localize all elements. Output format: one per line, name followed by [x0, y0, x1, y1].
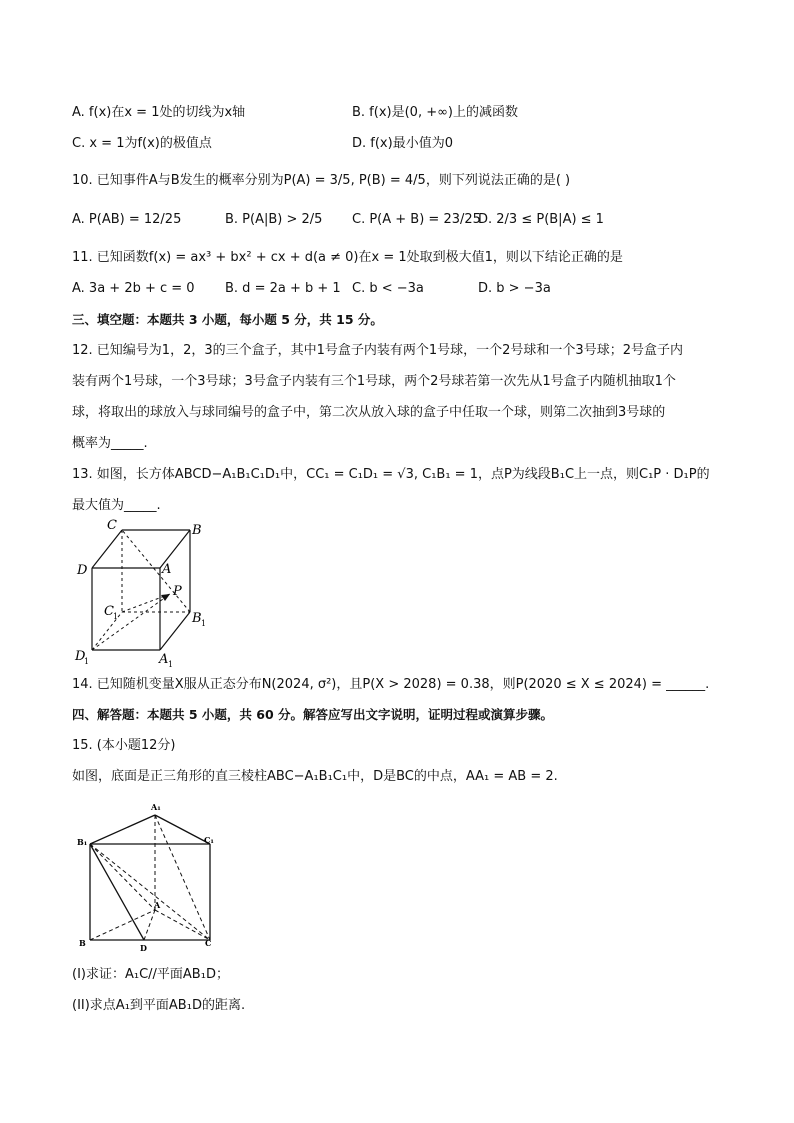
q12-line-3: 球，将取出的球放入与球同编号的盒子中，第二次从放入球的盒子中任取一个球，则第二次抽到3号球的 [72, 405, 666, 420]
section-3-heading: 三、填空题：本题共 3 小题，每小题 5 分，共 15 分。 [72, 312, 383, 327]
label-A1: A₁ [151, 802, 161, 812]
label-A1: A [159, 652, 169, 667]
q15-header: 15. (本小题12分) [72, 738, 176, 753]
q12-line-4: 概率为_____. [72, 436, 148, 451]
q11-option-a: A. 3a + 2b + c = 0 [72, 281, 195, 296]
label-B1-sub: 1 [201, 619, 207, 628]
label-P: P [173, 584, 182, 599]
q10-option-d: D. 2/3 ≤ P(B|A) ≤ 1 [478, 212, 604, 227]
label-C: C [107, 518, 117, 533]
q9-option-a: A. f(x)在x = 1处的切线为x轴 [72, 105, 246, 120]
q9-option-b: B. f(x)是(0, +∞)上的减函数 [352, 105, 518, 120]
label-D: D [140, 943, 147, 953]
q15-prism-figure [74, 798, 224, 954]
q10-option-c: C. P(A + B) = 23/25 [352, 212, 481, 227]
q13-cuboid-figure [70, 518, 220, 670]
q10-option-b: B. P(A|B) > 2/5 [225, 212, 323, 227]
label-B1: B₁ [77, 837, 88, 847]
q11-stem: 11. 已知函数f(x) = ax³ + bx² + cx + d(a ≠ 0)在x = 1处取到极大值1，则以下结论正确的是 [72, 250, 623, 265]
label-C: C [205, 938, 212, 948]
q15-part-2: (II)求点A₁到平面AB₁D的距离. [72, 998, 246, 1013]
label-B1: B [192, 611, 202, 626]
label-C1-sub: 1 [113, 612, 119, 621]
q11-option-c: C. b < −3a [352, 281, 424, 296]
label-D1-sub: 1 [84, 657, 90, 666]
q13-line-1: 13. 如图，长方体ABCD−A₁B₁C₁D₁中，CC₁ = C₁D₁ = √3, C₁B₁ = 1，点P为线段B₁C上一点，则C₁P · D₁P的 [72, 467, 710, 482]
q15-part-1: (I)求证：A₁C//平面AB₁D； [72, 967, 229, 982]
q12-line-2: 装有两个1号球，一个3号球；3号盒子内装有三个1号球，两个2号球若第一次先从1号盒子内随机抽取1个 [72, 374, 676, 389]
q9-option-d: D. f(x)最小值为0 [352, 136, 453, 151]
q12-line-1: 12. 已知编号为1，2，3的三个盒子，其中1号盒子内装有两个1号球，一个2号球和一个3号球；2号盒子内 [72, 343, 683, 358]
label-A: A [154, 900, 161, 910]
label-B: B [79, 938, 86, 948]
label-A: A [162, 562, 172, 577]
label-A1-sub: 1 [168, 660, 174, 669]
q13-line-2: 最大值为_____. [72, 498, 161, 513]
section-4-heading: 四、解答题：本题共 5 小题，共 60 分。解答应写出文字说明，证明过程或演算步骤。 [72, 707, 554, 722]
q11-option-d: D. b > −3a [478, 281, 551, 296]
q15-stem: 如图，底面是正三角形的直三棱柱ABC−A₁B₁C₁中，D是BC的中点，AA₁ = AB = 2. [72, 769, 558, 784]
q9-option-c: C. x = 1为f(x)的极值点 [72, 136, 212, 151]
q14-stem: 14. 已知随机变量X服从正态分布N(2024, σ²)，且P(X > 2028) = 0.38，则P(2020 ≤ X ≤ 2024) = ______. [72, 677, 710, 692]
label-D: D [77, 563, 88, 578]
q10-option-a: A. P(AB) = 12/25 [72, 212, 182, 227]
label-C1: C₁ [204, 835, 214, 845]
q11-option-b: B. d = 2a + b + 1 [225, 281, 341, 296]
q10-stem: 10. 已知事件A与B发生的概率分别为P(A) = 3/5, P(B) = 4/5，则下列说法正确的是( ) [72, 173, 571, 188]
label-D1: D [75, 649, 86, 664]
label-C1: C [104, 604, 114, 619]
label-B: B [192, 523, 202, 538]
